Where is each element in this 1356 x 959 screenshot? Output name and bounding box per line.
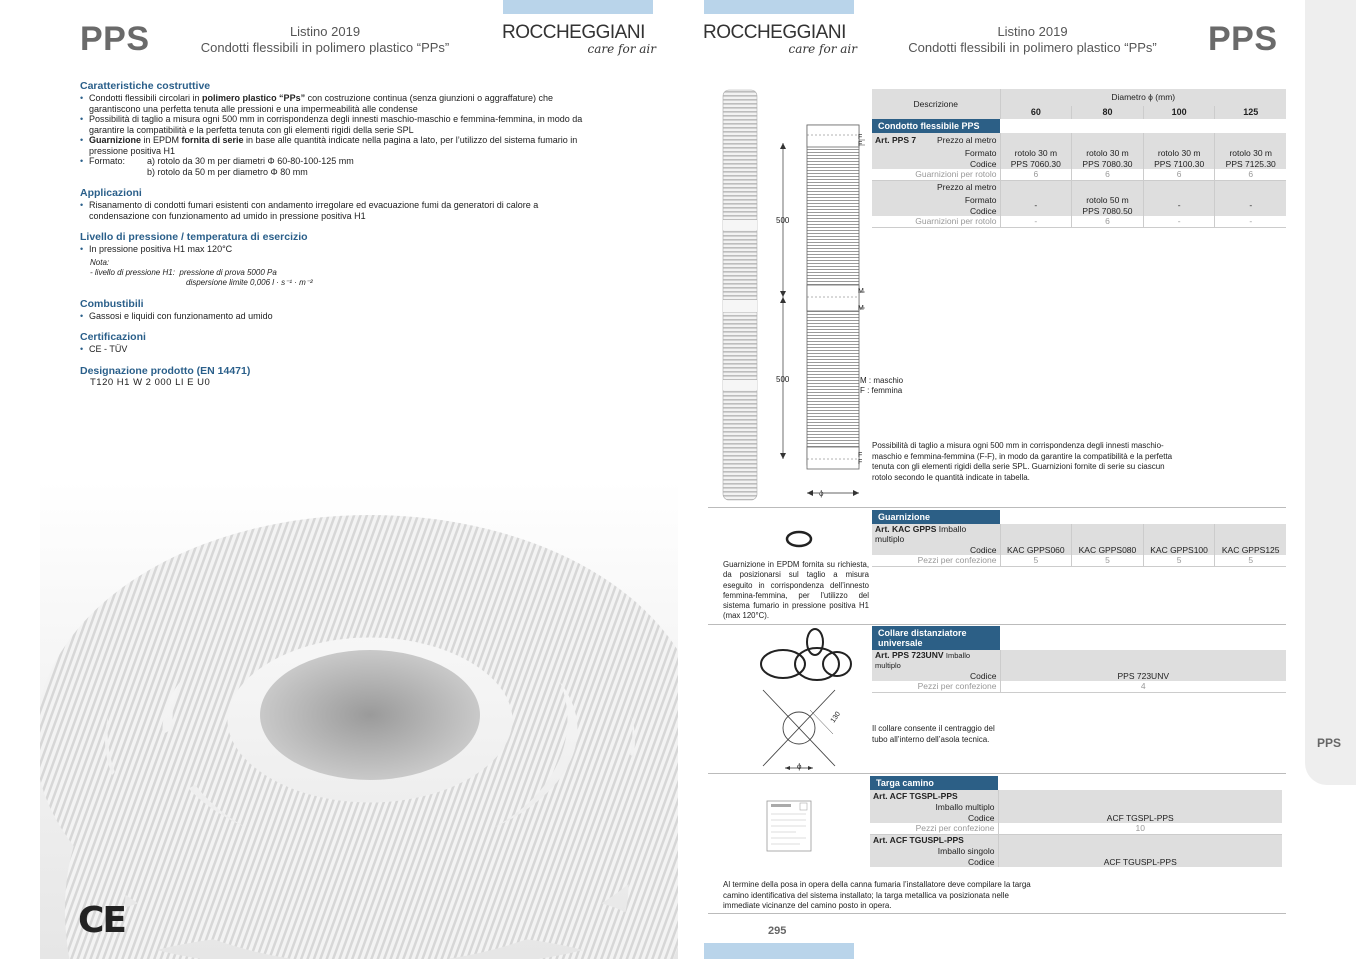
text: Collare distanziatore [878, 628, 967, 638]
table-cell: 5 [1000, 555, 1072, 566]
joint-label: M [858, 305, 864, 312]
table-row [872, 524, 1286, 544]
table-cell: PPS 7080.50 [1072, 205, 1144, 216]
section-title: Caratteristiche costruttive [80, 80, 211, 92]
diam-header: Diametro ϕ (mm) [1111, 92, 1176, 103]
page-code: PPS [1208, 20, 1278, 58]
brand-logo [502, 22, 662, 56]
list-item [80, 135, 600, 156]
table-cell: - [1000, 194, 1072, 216]
collar-table [872, 626, 1286, 693]
row-label: Pezzi per confezione [872, 555, 1000, 566]
section-title: Applicazioni [80, 187, 142, 199]
table-row [872, 147, 1286, 158]
text: b) rotolo da 50 m per diametro Φ 80 mm [147, 166, 308, 177]
left-content [80, 80, 600, 388]
chimney-plate-icon [766, 800, 812, 852]
diam-col: 100 [1143, 106, 1215, 119]
table-row [870, 856, 1282, 867]
text: pressione di prova 5000 Pa [179, 267, 277, 277]
row-label: Imballo singolo [870, 845, 998, 856]
dimension-label: 500 [776, 375, 790, 384]
text: in EPDM [141, 135, 182, 145]
text: F [858, 141, 863, 148]
text: con costruzione continua (senza giunzioni o aggraffature) che garantiscono una perfetta tenuta alle pressioni e una impermeabilità alle condense [89, 93, 554, 114]
text-bold: polimero plastico “PPs” [202, 93, 306, 103]
table-cell: PPS 7100.30 [1143, 158, 1215, 169]
section-title: Combustibili [80, 297, 144, 310]
diam-col: 60 [1000, 106, 1072, 119]
table-row [872, 169, 1286, 180]
row-label: Formato [872, 194, 1000, 205]
text: F [858, 459, 863, 466]
table-cell: PPS 723UNV [1117, 670, 1169, 681]
table-cell: ACF TGUSPL-PPS [1103, 856, 1177, 867]
table-cell: 4 [1140, 681, 1146, 692]
table-row [872, 158, 1286, 169]
row-label: Prezzo al metro [872, 180, 1000, 194]
table-cell: - [1249, 200, 1253, 210]
joint-label [858, 452, 862, 466]
table-cell: KAC GPPS125 [1221, 544, 1280, 555]
pipe-diagram [715, 85, 875, 505]
list-item [80, 93, 600, 114]
table-row [872, 194, 1286, 205]
text: F [858, 134, 863, 141]
table-row [870, 812, 1282, 823]
page-number: 295 [768, 925, 787, 937]
product-description: Possibilità di taglio a misura ogni 500 mm in corrispondenza degli innesti maschio-maschio e femmina-femmina (F-F), in modo da garantire la compatibilità e la perfetta tenuta con gli elementi rigidi della serie SPL. Guarnizioni fornite di serie su ciascun rotolo secondo le quantità indicate in tabella. [872, 441, 1173, 482]
row-label: Codice [872, 670, 1000, 681]
divider [708, 913, 1286, 914]
text: - livello di pressione H1: [90, 267, 175, 277]
table-row [872, 119, 1286, 133]
header-subtitle: Condotti flessibili in polimero plastico “PPs” [200, 40, 450, 55]
row-label: Imballo multiplo [870, 801, 998, 812]
table-cell: rotolo 30 m [1072, 147, 1144, 158]
table-cell: ACF TGSPL-PPS [1106, 812, 1174, 823]
note-line [90, 268, 600, 278]
text: Condotti flessibili circolari in [89, 93, 203, 103]
divider [708, 773, 1286, 774]
plate-table [870, 776, 1282, 867]
table-cell: - [1143, 216, 1215, 227]
table-cell: 6 [1143, 169, 1215, 180]
table-row [872, 544, 1286, 555]
list-item: • Risanamento di condotti fumari esistenti con andamento irregolare ed evacuazione fumi da generatori di calore a condensazione con funzionamento ad umido in pressione positiva H1 [80, 200, 600, 221]
plate-description: Al termine della posa in opera della canna fumaria l’installatore deve compilare la targa camino identificativa del sistema installato; la targa metallica va posizionata nelle immediate vicinanze del camino posto in opera. [723, 880, 1031, 910]
section-header: Condotto flessibile PPS [872, 119, 1000, 133]
bullet-list [80, 244, 600, 255]
collar-dimension: 130 [829, 710, 843, 725]
table-cell: 6 [1072, 216, 1144, 227]
joint-label [858, 134, 862, 148]
header-year: Listino 2019 [997, 24, 1068, 39]
text: in base alle quantità indicate nella pagina a lato, per l’utilizzo del sistema fumario in pressione positiva H1 [89, 135, 578, 156]
section-header: Targa camino [870, 776, 998, 790]
diam-col: 125 [1243, 107, 1259, 118]
row-label: Formato [872, 147, 1000, 158]
divider [708, 507, 1286, 508]
text: Imballo multiplo [875, 524, 967, 544]
table-cell: PPS 7125.30 [1225, 158, 1276, 169]
section-header: Guarnizione [872, 510, 1000, 524]
text [147, 156, 354, 177]
list-item: • Gassosi e liquidi con funzionamento ad umido [80, 311, 600, 322]
table-cell: rotolo 50 m [1072, 194, 1144, 205]
header-text [170, 24, 480, 56]
art-cell [872, 650, 1000, 670]
legend-item: M : maschio [860, 376, 904, 385]
art-code: Art. PPS 7 [875, 135, 917, 145]
table-header-row [872, 89, 1286, 106]
side-tab [1305, 0, 1356, 785]
table-row [872, 555, 1286, 566]
table-row [870, 776, 1282, 790]
logo-slogan: care for air [587, 42, 656, 56]
text-bold: fornita di serie [181, 135, 244, 145]
table-cell: - [1143, 194, 1215, 216]
art-code: Art. PPS 723UNV [875, 650, 944, 660]
table-cell: PPS 7060.30 [1000, 158, 1072, 169]
row-label: Guarnizioni per rotolo [872, 169, 1000, 180]
row-label: Guarnizioni per rotolo [872, 216, 1000, 227]
row-label: Codice [872, 158, 1000, 169]
diameter-symbol: ϕ [819, 489, 824, 498]
table-row [872, 180, 1286, 194]
art-cell [872, 133, 1000, 147]
art-code: Art. ACF TGUSPL-PPS [870, 834, 998, 845]
bottom-accent-bar [704, 943, 854, 959]
logo-text: ROCCHEGGIANI [502, 22, 645, 43]
table-cell: 6 [1248, 169, 1254, 180]
desc-header: Descrizione [872, 89, 1000, 119]
list-item: • CE - TÜV [80, 344, 600, 355]
table-cell: - [1000, 216, 1072, 227]
table-cell: KAC GPPS060 [1000, 544, 1072, 555]
coiled-hose-illustration [40, 480, 678, 959]
ce-mark: CE [78, 900, 126, 941]
product-photo [40, 480, 678, 959]
gasket-ring-icon [784, 528, 814, 550]
table-cell: 5 [1143, 555, 1215, 566]
side-tab-label: PPS [1317, 736, 1342, 750]
gasket-description: Guarnizione in EPDM fornita su richiesta, da posizionarsi sul taglio a misura eseguito in corrispondenza dell’innesto femmina-femmina, per l’utilizzo del sistema fumario in pressione positiva H1 (max 120°C). [723, 560, 869, 621]
table-cell: 6 [1072, 169, 1144, 180]
bullet-list [80, 200, 600, 221]
brand-logo [703, 22, 863, 56]
table-row [872, 681, 1286, 692]
row-label: Pezzi per confezione [870, 823, 998, 834]
table-row [872, 133, 1286, 147]
section-title: Designazione prodotto (EN 14471) [80, 364, 251, 377]
text: • Formato: [89, 156, 126, 166]
row-label: Codice [872, 544, 1000, 555]
header-year: Listino 2019 [289, 24, 361, 39]
header-text [880, 24, 1185, 56]
bullet-list [80, 311, 600, 322]
table-cell: KAC GPPS100 [1143, 544, 1215, 555]
table-cell: 5 [1072, 555, 1144, 566]
top-accent-bar [704, 0, 854, 14]
diagram-legend [860, 376, 903, 396]
page-code: PPS [80, 20, 150, 58]
art-cell [872, 524, 1000, 544]
table-row [872, 626, 1286, 650]
table-row [870, 790, 1282, 801]
table-cell: - [1249, 216, 1253, 227]
list-item [80, 156, 600, 177]
art-code: Art. KAC GPPS [875, 524, 937, 534]
note [80, 258, 600, 288]
joint-label: M [858, 288, 864, 295]
table-cell: rotolo 30 m [1000, 147, 1072, 158]
bullet-list [80, 344, 600, 355]
list-item: • In pressione positiva H1 max 120°C [80, 244, 600, 255]
diameter-symbol: ϕ [797, 762, 802, 771]
table-row [872, 670, 1286, 681]
logo-text: ROCCHEGGIANI [703, 22, 846, 43]
list-item: • Possibilità di taglio a misura ogni 500 mm in corrispondenza degli innesti maschio-maschio e femmina-femmina, in modo da garantire la compatibilità e la perfetta tenuta con gli elementi rigidi della serie SPL [80, 114, 600, 135]
row-label: Codice [870, 856, 998, 867]
text: a) rotolo da 30 m per diametri Φ 60-80-100-125 mm [147, 156, 354, 166]
header-subtitle: Condotti flessibili in polimero plastico “PPs” [908, 40, 1157, 55]
table-row [872, 510, 1286, 524]
text-bold: Guarnizione [89, 135, 142, 145]
table-row [870, 823, 1282, 834]
table-cell: 6 [1000, 169, 1072, 180]
gasket-table [872, 510, 1286, 567]
text: F [858, 452, 863, 459]
legend-item: F : femmina [860, 386, 903, 395]
table-cell: rotolo 30 m [1143, 147, 1215, 158]
logo-slogan: care for air [788, 42, 857, 56]
table-cell: KAC GPPS080 [1072, 544, 1144, 555]
table-cell: 5 [1248, 555, 1254, 566]
row-label: Codice [870, 812, 998, 823]
note-line: dispersione limite 0,006 l · s⁻¹ · m⁻² [186, 277, 313, 287]
table-cell: rotolo 30 m [1229, 147, 1272, 158]
section-header [872, 626, 1000, 650]
diam-col: 80 [1072, 106, 1144, 119]
table-row [872, 216, 1286, 227]
collar-description: Il collare consente il centraggio del tubo all’interno dell’asola tecnica. [872, 724, 995, 744]
note-title: Nota: [90, 257, 110, 267]
row-label: Codice [872, 205, 1000, 216]
table-cell: PPS 7080.30 [1072, 158, 1144, 169]
product-table [872, 89, 1286, 228]
section-title: Livello di pressione / temperatura di esercizio [80, 231, 308, 243]
text: Imballo multiplo [875, 651, 971, 670]
bullet-list [80, 93, 600, 177]
designation-value: T120 H1 W 2 000 LI E U0 [90, 376, 211, 388]
text: Prezzo al metro [936, 135, 997, 145]
section-title: Certificazioni [80, 331, 146, 343]
art-code: Art. ACF TGSPL-PPS [870, 790, 998, 801]
table-row [870, 834, 1282, 845]
table-cell: 10 [1135, 823, 1145, 834]
spacer-collar-drawing [755, 626, 865, 776]
top-accent-bar [503, 0, 653, 14]
table-row [872, 650, 1286, 670]
table-row [870, 845, 1282, 856]
dimension-label: 500 [776, 216, 790, 225]
text: universale [878, 638, 923, 648]
table-row [870, 801, 1282, 812]
divider [708, 624, 1286, 625]
row-label: Pezzi per confezione [872, 681, 1000, 692]
